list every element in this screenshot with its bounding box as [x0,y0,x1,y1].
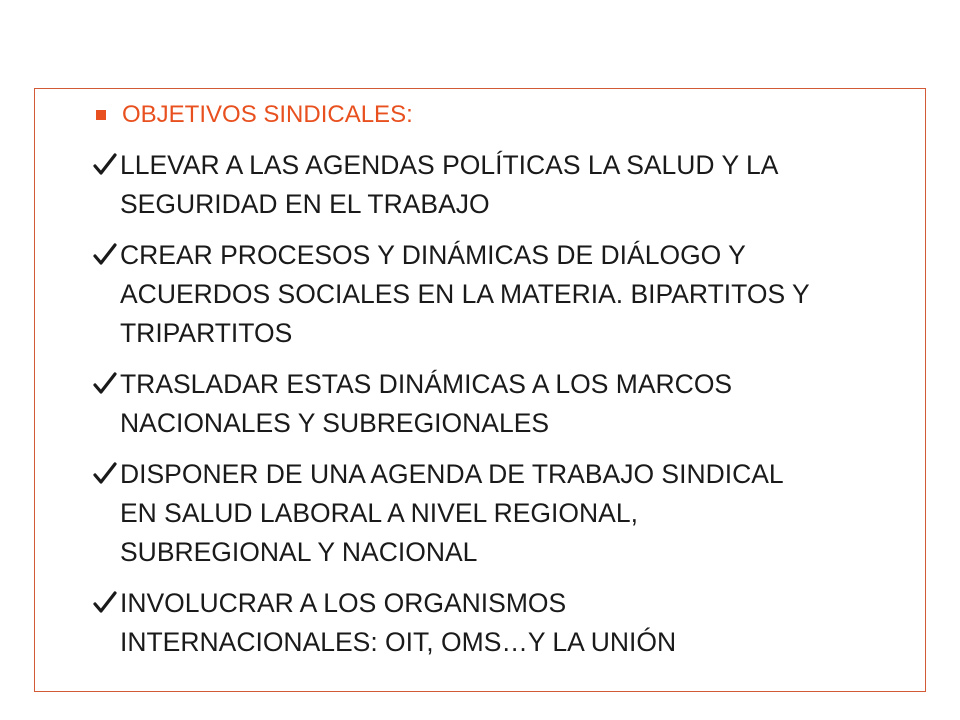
list-item-line: ACUERDOS SOCIALES EN LA MATERIA. BIPARTITOS Y [120,279,810,309]
list-item-text [120,455,920,572]
checkmark-icon [92,455,120,491]
heading-row [92,96,922,140]
slide-heading: OBJETIVOS SINDICALES: [122,101,413,128]
list-item [92,455,922,572]
list-item-line: LLEVAR A LAS AGENDAS POLÍTICAS LA SALUD Y LA [120,150,779,180]
list-item [92,584,922,662]
square-bullet-icon [96,110,106,120]
list-item-line: INVOLUCRAR A LOS ORGANISMOS [120,588,567,618]
list-item [92,365,922,443]
list-item-text [120,236,920,353]
list-item-line: SEGURIDAD EN EL TRABAJO [120,189,490,219]
list-item-line: TRASLADAR ESTAS DINÁMICAS A LOS MARCOS [120,369,733,399]
list-item-line: NACIONALES Y SUBREGIONALES [120,408,550,438]
checkmark-icon [92,146,120,182]
list-item-line: EN SALUD LABORAL A NIVEL REGIONAL, [120,498,638,528]
objectives-list [92,146,922,662]
list-item-line: TRIPARTITOS [120,318,293,348]
list-item-line: INTERNACIONALES: OIT, OMS…Y LA UNIÓN [120,627,677,657]
list-item [92,236,922,353]
checkmark-icon [92,236,120,272]
slide-content [92,96,922,662]
checkmark-icon [92,365,120,401]
list-item [92,146,922,224]
list-item-text [120,146,920,224]
list-item-line: SUBREGIONAL Y NACIONAL [120,537,478,567]
list-item-line: DISPONER DE UNA AGENDA DE TRABAJO SINDICAL [120,459,784,489]
list-item-line: CREAR PROCESOS Y DINÁMICAS DE DIÁLOGO Y [120,240,746,270]
checkmark-icon [92,584,120,620]
list-item-text [120,584,920,662]
list-item-text [120,365,920,443]
